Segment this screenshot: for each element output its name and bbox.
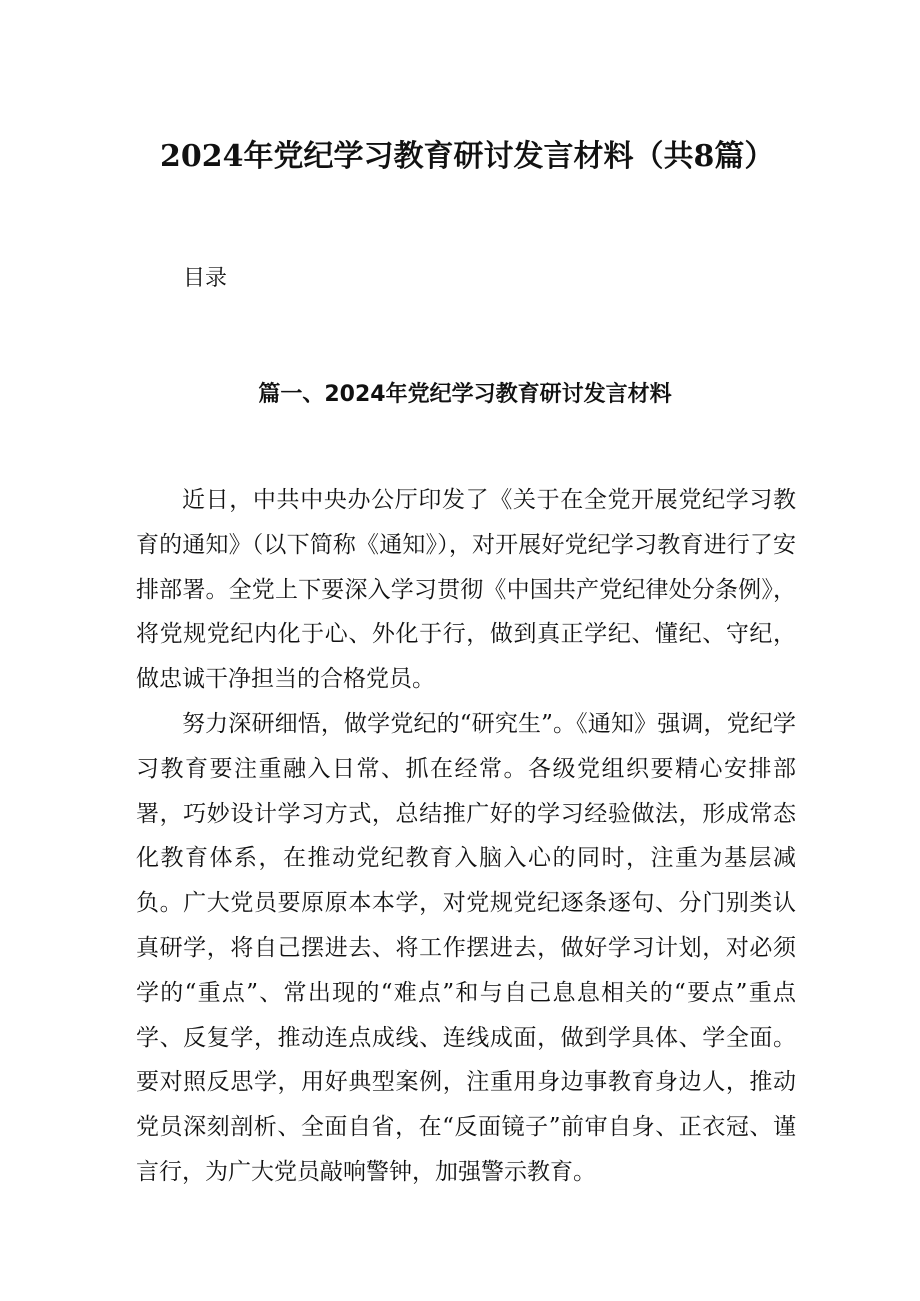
paragraph: 努力深研细悟，做学党纪的“研究生”。《通知》强调，党纪学习教育要注重融入日常、抓在经常。各级党组织要精心安排部署，巧妙设计学习方式，总结推广好的学习经验做法，形成常态化教育体系，在推动党纪教育入脑入心的同时，注重为基层减负。广大党员要原原本本学，对党规党纪逐条逐句、分门别类认真研学，将自己摆进去、将工作摆进去，做好学习计划，对必须学的“重点”、常出现的“难点”和与自己息息相关的“要点”重点学、反复学，推动连点成线、连线成面，做到学具体、学全面。要对照反思学，用好典型案例，注重用身边事教育身边人，推动党员深刻剖析、全面自省，在“反面镜子”前审自身、正衣冠、谨言行，为广大党员敲响警钟，加强警示教育。	[136, 710, 796, 1185]
section-title: 篇一、2024年党纪学习教育研讨发言材料	[258, 382, 672, 407]
section-body	[136, 478, 796, 1195]
toc-label: 目录	[183, 266, 228, 291]
document-title: 2024年党纪学习教育研讨发言材料（共8篇）	[160, 139, 775, 174]
paragraph: 近日，中共中央办公厅印发了《关于在全党开展党纪学习教育的通知》（以下简称《通知》），对开展好党纪学习教育进行了安排部署。全党上下要深入学习贯彻《中国共产党纪律处分条例》，将党规党纪内化于心、外化于行，做到真正学纪、懂纪、守纪，做忠诚干净担当的合格党员。	[136, 487, 796, 693]
